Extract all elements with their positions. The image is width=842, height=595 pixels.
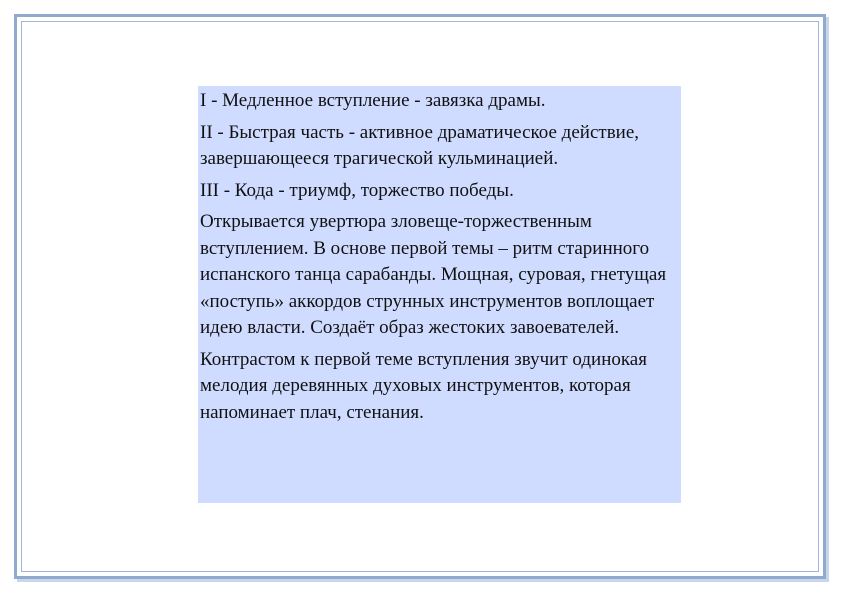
paragraph-contrast-melody: Контрастом к первой теме вступления звучит одинокая мелодия деревянных духовых инструментов, которая напоминает плач, стенания. — [200, 348, 647, 423]
paragraph-part-two: II - Быстрая часть - активное драматическое действие, завершающееся трагической кульминацией. — [200, 121, 640, 169]
paragraph-part-one: I - Медленное вступление - завязка драмы. — [200, 90, 546, 111]
paragraph-part-three: III - Кода - триумф, торжество победы. — [200, 179, 514, 201]
paragraph-overture-intro: Открывается увертюра зловеще-торжественным вступлением. В основе первой темы – ритм старинного испанского танца сарабанды. Мощная, суровая, гнетущая «поступь» аккордов струнных инструментов воплощает идею власти. Создаёт образ жестоких завоевателей. — [200, 211, 667, 338]
text-box — [198, 86, 681, 503]
